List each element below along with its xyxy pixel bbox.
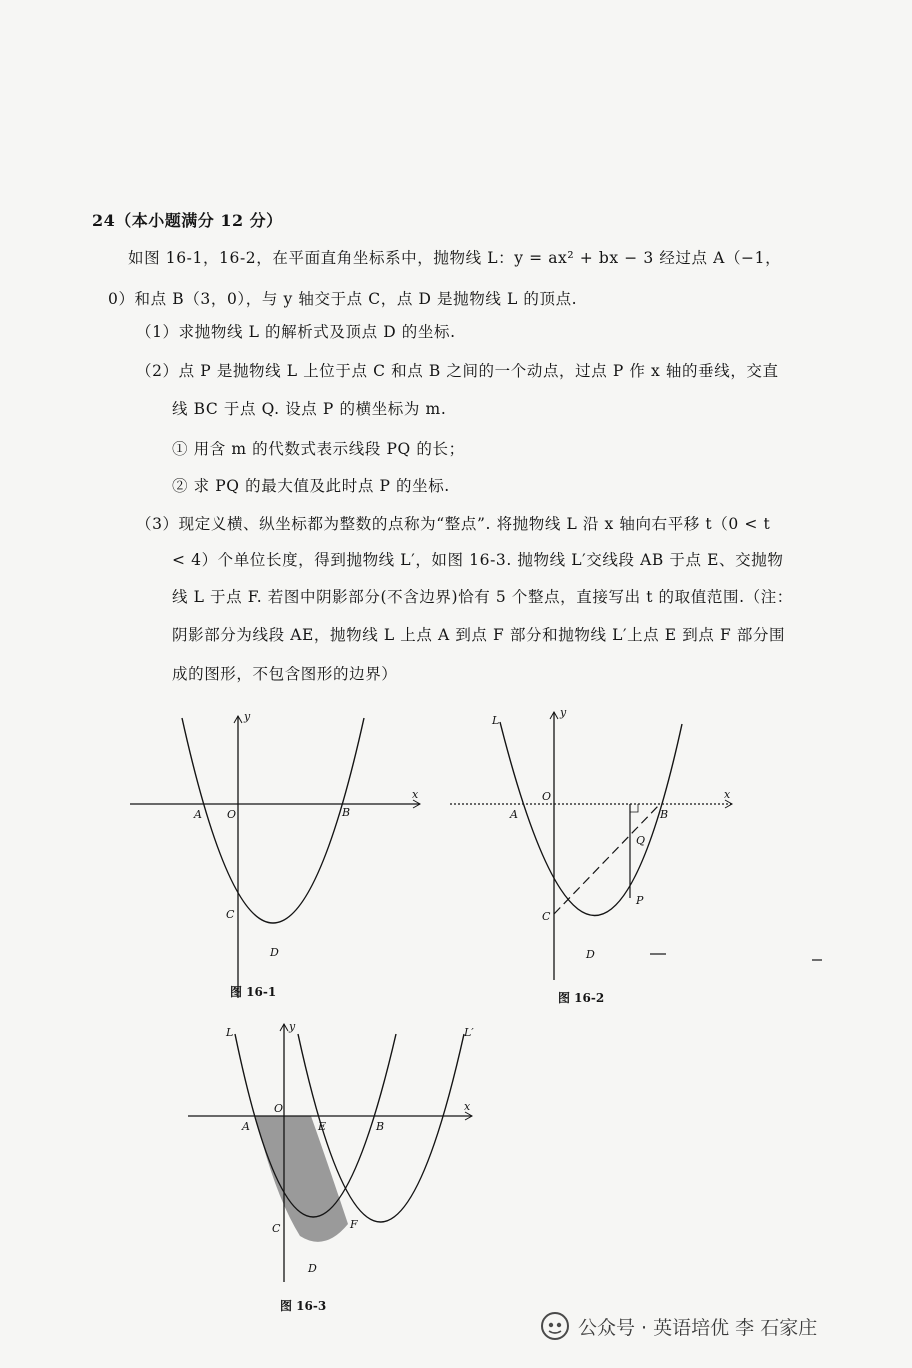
- part-2-text-cont: 线 BC 于点 Q. 设点 P 的横坐标为 m.: [172, 400, 447, 418]
- label-B: B: [342, 806, 351, 819]
- question-line-2: 0）和点 B（3，0），与 y 轴交于点 C，点 D 是抛物线 L 的顶点.: [108, 290, 578, 308]
- part-2-sub-1: ① 用含 m 的代数式表示线段 PQ 的长；: [172, 440, 465, 458]
- part-3-text-cont-2: 线 L 于点 F. 若图中阴影部分(不含边界)恰有 5 个整点，直接写出 t 的取值范围.（注：: [172, 588, 793, 606]
- part-2-text: （2）点 P 是抛物线 L 上位于点 C 和点 B 之间的一个动点，过点 P 作 x 轴的垂线，交直: [136, 362, 779, 380]
- wechat-official-account-icon: [540, 1311, 570, 1341]
- label-O: O: [274, 1102, 284, 1115]
- label-B: B: [660, 808, 669, 821]
- parabola-L: [182, 718, 364, 923]
- question-line-1: 如图 16-1，16-2，在平面直角坐标系中，抛物线 L：y = ax² + bx − 3 经过点 A（−1，: [128, 249, 782, 267]
- label-C: C: [226, 908, 235, 921]
- figure-16-3: [180, 1020, 490, 1320]
- label-D: D: [270, 946, 279, 959]
- label-L: L: [492, 714, 500, 727]
- line-BC: [554, 804, 660, 914]
- label-x: x: [412, 788, 419, 801]
- label-y: y: [289, 1020, 296, 1033]
- label-D: D: [308, 1262, 317, 1275]
- shaded-region: [256, 1116, 349, 1242]
- label-A: A: [242, 1120, 250, 1133]
- label-y: y: [560, 706, 567, 719]
- label-O: O: [227, 808, 237, 821]
- label-Q: Q: [636, 834, 646, 847]
- label-L-prime: L′: [464, 1026, 474, 1039]
- label-B: B: [376, 1120, 385, 1133]
- figure-16-3-caption: 图 16-3: [280, 1299, 327, 1313]
- label-x: x: [724, 788, 731, 801]
- figure-16-1-caption: 图 16-1: [230, 985, 277, 999]
- label-x: x: [464, 1100, 471, 1113]
- question-title: 24（本小题满分 12 分）: [92, 211, 283, 230]
- label-C: C: [542, 910, 551, 923]
- part-2-sub-2: ② 求 PQ 的最大值及此时点 P 的坐标.: [172, 477, 450, 495]
- label-E: E: [318, 1120, 327, 1133]
- right-angle-mark: [630, 804, 638, 812]
- figure-16-2-svg: [440, 708, 740, 1008]
- watermark-text: 公众号 · 英语培优 李 石家庄: [578, 1316, 818, 1339]
- label-A: A: [194, 808, 202, 821]
- label-A: A: [510, 808, 518, 821]
- label-O: O: [542, 790, 552, 803]
- figure-16-1: [120, 708, 430, 1008]
- part-1-text: （1）求抛物线 L 的解析式及顶点 D 的坐标.: [136, 323, 456, 341]
- label-F: F: [350, 1218, 358, 1231]
- part-3-text-cont-3: 阴影部分为线段 AE，抛物线 L 上点 A 到点 F 部分和抛物线 L′上点 E 到点 F 部分围: [172, 626, 786, 644]
- figure-16-1-svg: [120, 708, 430, 1008]
- label-P: P: [636, 894, 644, 907]
- figure-16-2-caption: 图 16-2: [558, 991, 605, 1005]
- part-3-text-cont-4: 成的图形，不包含图形的边界）: [172, 665, 398, 683]
- figure-16-2: [440, 708, 740, 1008]
- label-C: C: [272, 1222, 281, 1235]
- part-3-text: （3）现定义横、纵坐标都为整数的点称为“整点”. 将抛物线 L 沿 x 轴向右平移 t（0 < t: [136, 515, 771, 533]
- part-3-text-cont-1: < 4）个单位长度，得到抛物线 L′，如图 16-3. 抛物线 L′交线段 AB 于点 E、交抛物: [172, 551, 784, 569]
- label-L: L: [226, 1026, 234, 1039]
- label-y: y: [244, 710, 251, 723]
- figure-16-3-svg: [180, 1020, 490, 1320]
- wechat-watermark: [540, 1308, 817, 1344]
- label-D: D: [586, 948, 595, 961]
- parabola-L: [500, 722, 682, 916]
